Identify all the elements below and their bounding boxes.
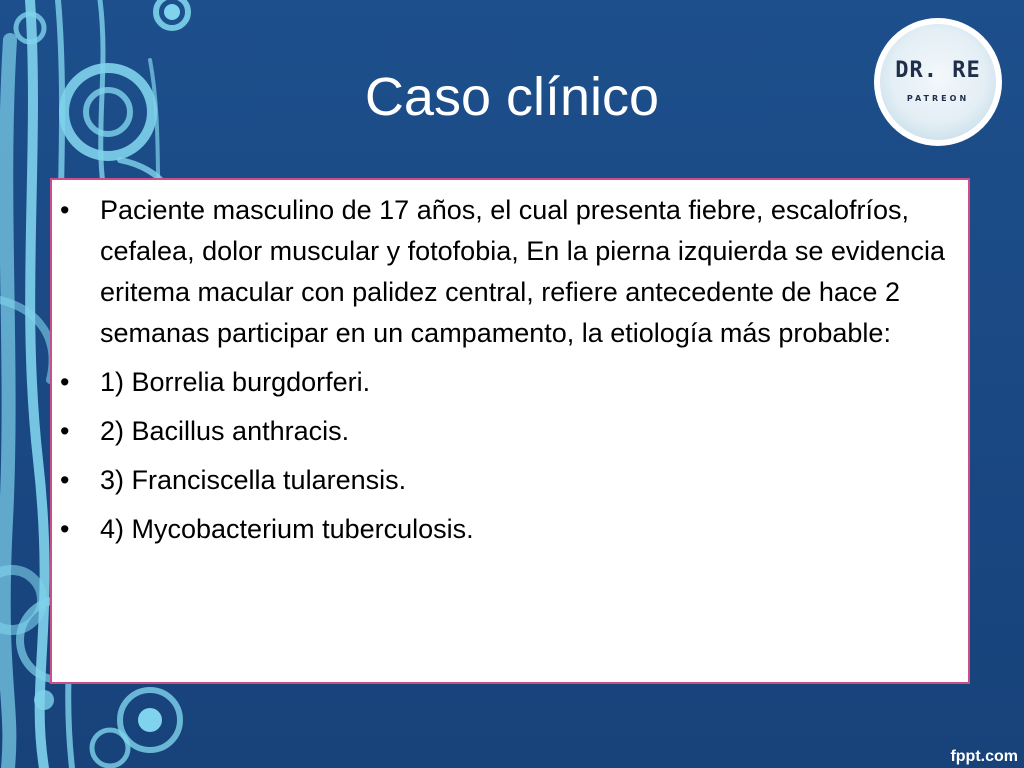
- content-box: [50, 178, 970, 684]
- logo-main-text: DR. RE: [895, 58, 981, 83]
- bullet-dot: •: [60, 195, 70, 225]
- bullet-text: 2) Bacillus anthracis.: [100, 416, 350, 446]
- dr-re-logo: [874, 18, 1002, 146]
- bullet-item-option-2: [52, 411, 968, 452]
- footer-watermark: fppt.com: [950, 748, 1018, 765]
- bullet-dot: •: [60, 465, 70, 495]
- slide-title: Caso clínico: [364, 67, 660, 127]
- logo-sub-text: PATREON: [906, 94, 970, 103]
- bullet-dot: •: [60, 367, 70, 397]
- bullet-list: [52, 190, 968, 558]
- bullet-text: Paciente masculino de 17 años, el cual presenta fiebre, escalofríos, cefalea, dolor muscular y fotofobia, En la pierna izquierda se evidencia eritema macular con palidez central, refiere antecedente de hace 2 semanas participar en un campamento, la etiología más probable:: [100, 195, 945, 348]
- bullet-text: 1) Borrelia burgdorferi.: [100, 367, 371, 397]
- bullet-text: 3) Franciscella tularensis.: [100, 465, 407, 495]
- bullet-item-option-1: [52, 362, 968, 403]
- bullet-text: 4) Mycobacterium tuberculosis.: [100, 514, 474, 544]
- bullet-item-option-4: [52, 509, 968, 550]
- bullet-item-option-3: [52, 460, 968, 501]
- bullet-item-case: [52, 190, 968, 354]
- bullet-dot: •: [60, 514, 70, 544]
- bullet-dot: •: [60, 416, 70, 446]
